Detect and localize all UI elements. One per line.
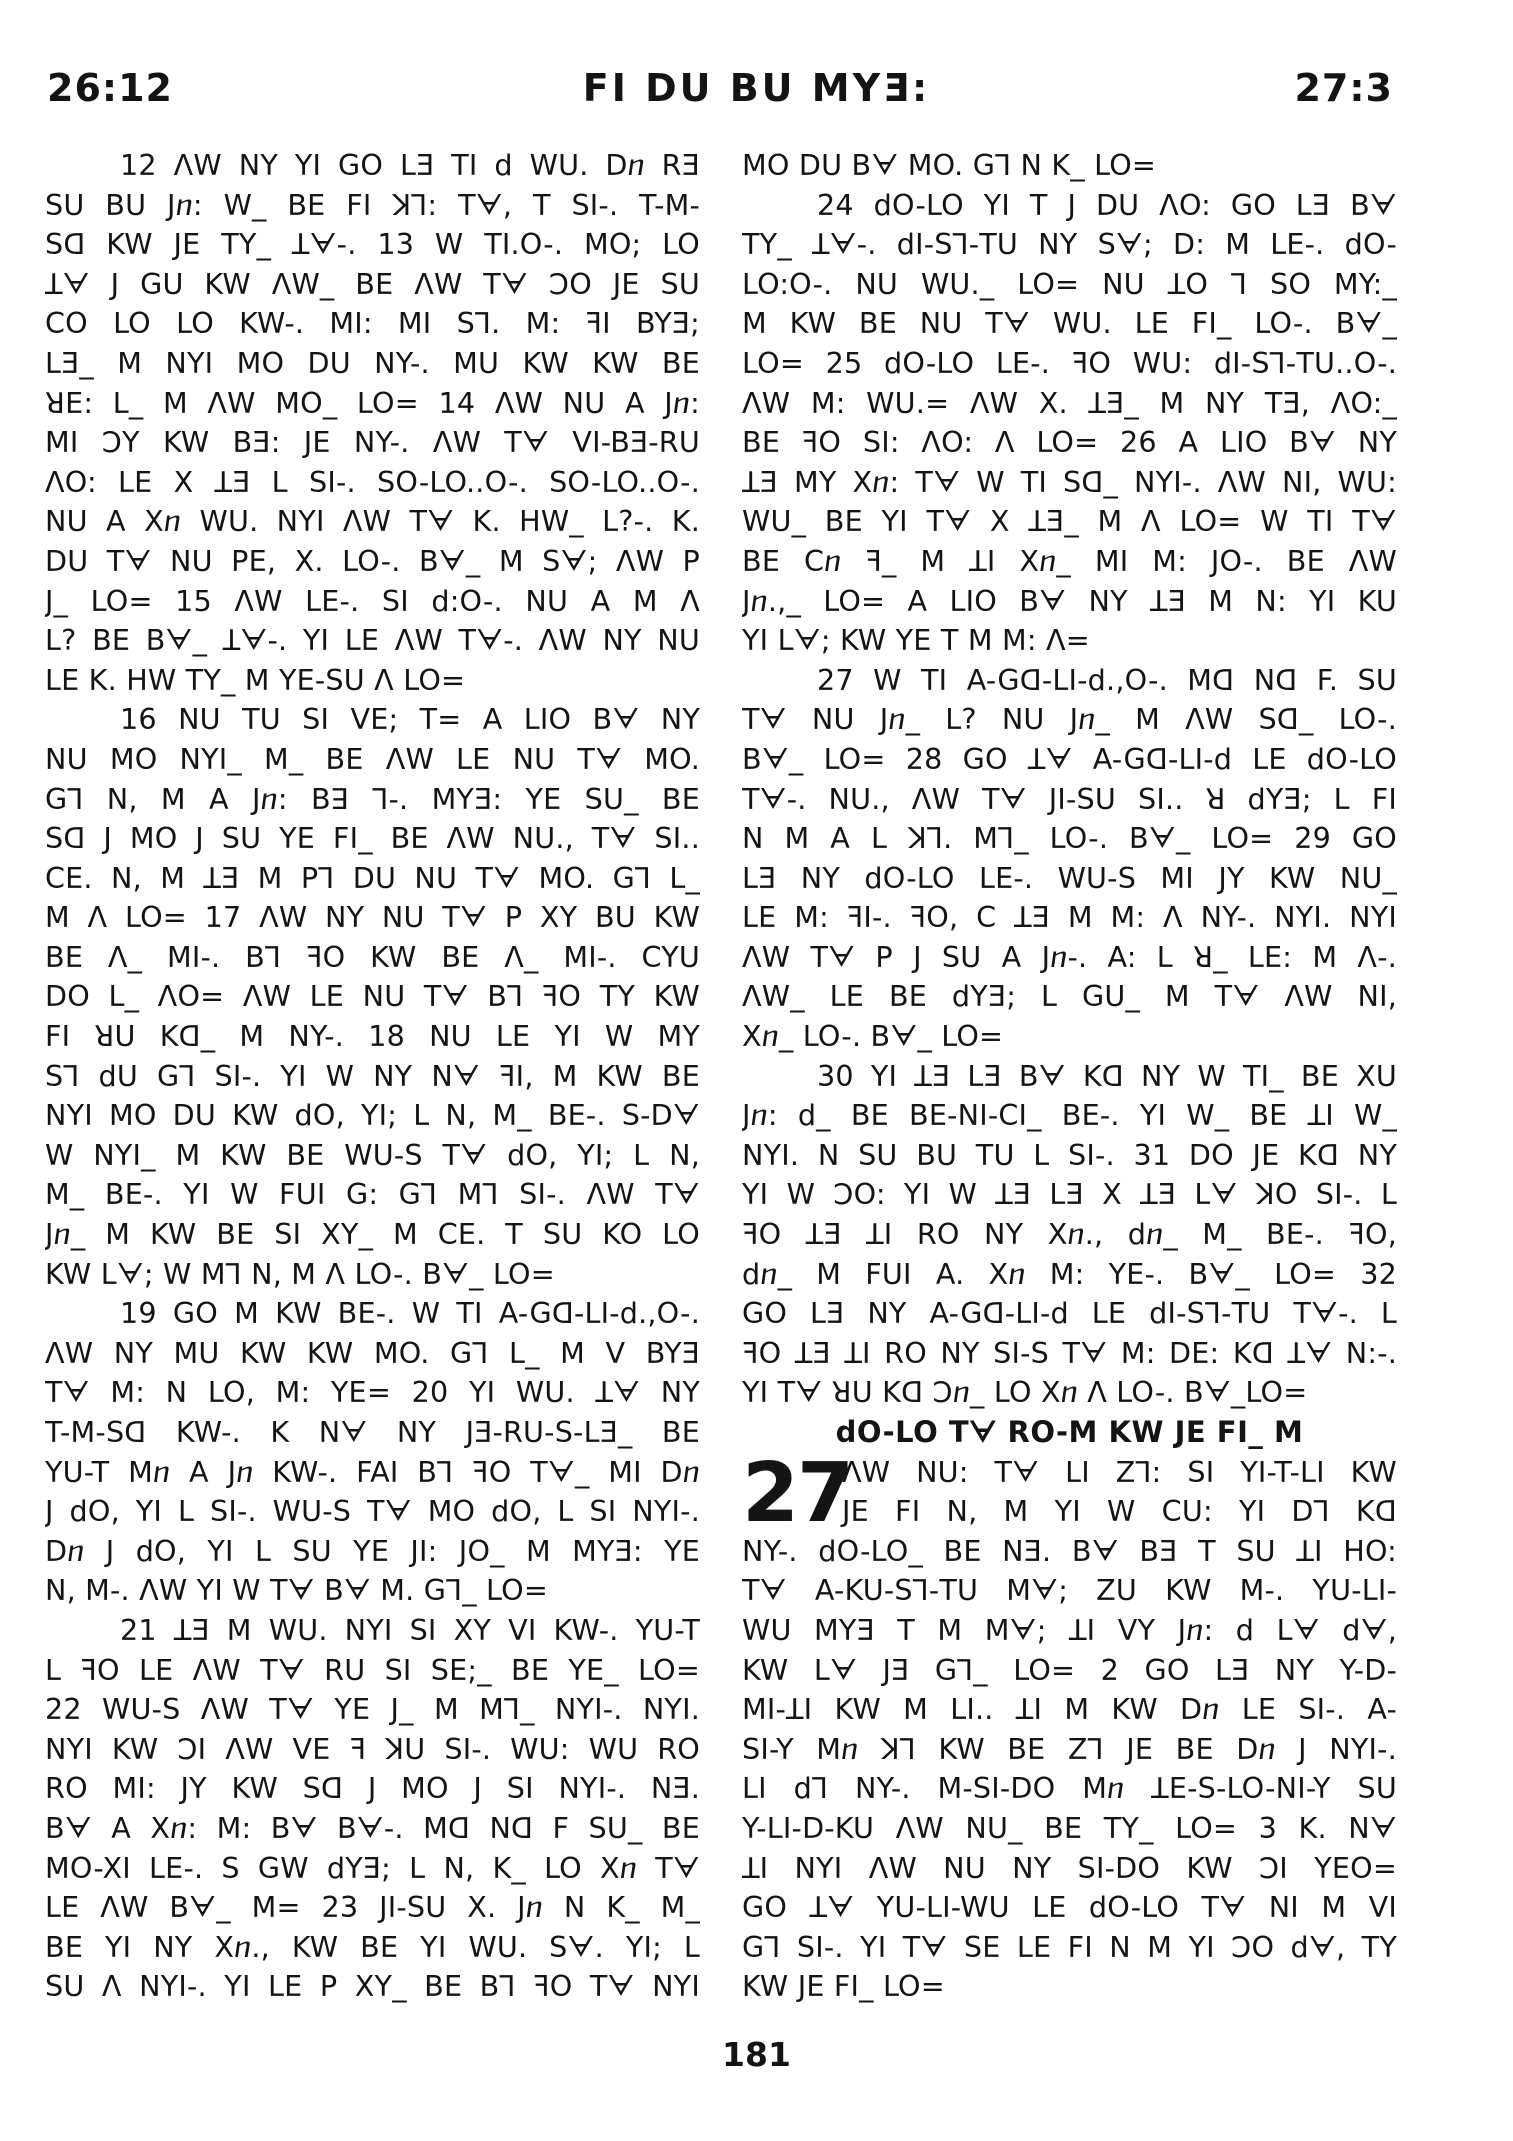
text-line: JE FI N, M YI W CU: YI Dꓶ Kꓷ	[842, 1494, 1397, 1529]
text-line: GO LƎ NY A-Gꓷ-LI-d LE dI-Sꓶ-TU Tᗄ-. L	[742, 1296, 1397, 1331]
text-line: NU MO NYI_ M_ BE ᐱW LE NU Tᗄ MO.	[45, 741, 700, 776]
text-line: KW Lᗄ JƎ Gꓶ_ LO= 2 GO LƎ NY Y-D-	[742, 1652, 1397, 1687]
text-line: N M A L ꓘꓶ. Mꓶ_ LO-. Bᗄ_ LO= 29 GO	[742, 821, 1397, 856]
text-line: MI-ꓕI KW M LI.. ꓕI M KW Dⴖ LE SI-. A-	[742, 1692, 1397, 1727]
text-line: LƎ NY dO-LO LE-. WU-S MI JY KW NU_	[742, 860, 1397, 895]
text-line: BE YI NY Xⴖ., KW BE YI WU. Sᗄ. YI; L	[45, 1929, 700, 1964]
text-line: Tᗄ A-KU-Sꓶ-TU Mᗄ; ZU KW M-. YU-LI-	[742, 1573, 1397, 1608]
running-header-title: FI DU BU MYƎ:	[582, 66, 931, 110]
text-line: KW JE FI_ LO=	[742, 1969, 945, 2004]
text-line: 12 ᐱW NY YI GO LƎ TI d WU. Dⴖ RƎ	[120, 148, 700, 182]
header-chapter-verse-right: 27:3	[1294, 66, 1393, 110]
text-line: J_ LO= 15 ᐱW LE-. SI d:O-. NU A M ᐱ	[45, 583, 700, 618]
text-line: Gꓶ SI-. YI Tᗄ SE LE FI N M YI ꓛO dᗄ, TY	[742, 1929, 1397, 1964]
text-line: ᐱW Tᗄ P J SU A Jⴖ-. A: L ꓤ_ LE: M ᐱ-.	[742, 939, 1397, 974]
text-line: DU Tᗄ NU PE, X. LO-. Bᗄ_ M Sᗄ; ᐱW P	[45, 543, 700, 578]
text-line: ꟻO ꓕƎ ꓕI RO NY Xⴖ., dⴖ_ M_ BE-. ꟻO,	[742, 1217, 1397, 1252]
text-line: ᐱW NY MU KW KW MO. Gꓶ L_ M V BYƎ	[45, 1335, 700, 1370]
text-line: SU BU Jⴖ: W_ BE FI ꓘꓶ: Tᗄ, T SI-. T-M-	[45, 187, 700, 222]
page-number: 181	[722, 2035, 791, 2074]
text-line: T-M-Sꓷ KW-. K Nᗄ NY JƎ-RU-S-LƎ_ BE	[45, 1415, 700, 1449]
text-line: LE M: ꟻI-. ꟻO, C ꓕƎ M M: ᐱ NY-. NYI. NYI	[742, 900, 1397, 935]
text-line: Xⴖ_ LO-. Bᗄ_ LO=	[742, 1019, 1004, 1054]
text-line: Dⴖ J dO, YI L SU YE JI: JO_ M MYƎ: YE	[45, 1533, 700, 1568]
text-line: YI W ꓛO: YI W ꓕƎ LƎ X ꓕƎ Lᗄ ꓘO SI-. L	[742, 1177, 1397, 1212]
text-line: ꓕƎ MY Xⴖ: Tᗄ W TI Sꓷ_ NYI-. ᐱW NI, WU:	[742, 464, 1397, 499]
text-line: Jⴖ.,_ LO= A LIO Bᗄ NY ꓕƎ M N: YI KU	[742, 583, 1397, 618]
text-line: WU_ BE YI Tᗄ X ꓕƎ_ M ᐱ LO= W TI Tᗄ	[742, 504, 1397, 539]
text-line: N, M-. ᐱW YI W Tᗄ Bᗄ M. Gꓶ_ LO=	[45, 1573, 548, 1608]
text-line: NYI MO DU KW dO, YI; L N, M_ BE-. S-Dᗄ	[45, 1098, 700, 1133]
text-line: 22 WU-S ᐱW Tᗄ YE J_ M Mꓶ_ NYI-. NYI.	[45, 1692, 700, 1727]
text-line: ᐱW_ LE BE dYƎ; L GU_ M Tᗄ ᐱW NI,	[742, 979, 1397, 1014]
text-line: 27 W TI A-Gꓷ-LI-d.,O-. Mꓷ Nꓷ F. SU	[817, 662, 1397, 697]
text-line: SU ᐱ NYI-. YI LE P XY_ BE Bꓶ ꟻO Tᗄ NYI	[45, 1969, 700, 2004]
section-heading: dO-LO Tᗄ RO-M KW JE FI_ M	[835, 1415, 1304, 1449]
text-line: Sꓷ J MO J SU YE FI_ BE ᐱW NU., Tᗄ SI..	[45, 821, 700, 856]
text-line: Sꓶ dU Gꓶ SI-. YI W NY Nᗄ ꟻI, M KW BE	[45, 1058, 700, 1093]
text-line: ꓕᗄ J GU KW ᐱW_ BE ᐱW Tᗄ ꓛO JE SU	[45, 266, 700, 301]
text-line: LE ᐱW Bᗄ_ M= 23 JI-SU X. Jⴖ N K_ M_	[45, 1890, 700, 1925]
text-line: BE ꟻO SI: ᐱO: ᐱ LO= 26 A LIO Bᗄ NY	[742, 425, 1397, 460]
text-line: ꟻO ꓕƎ ꓕI RO NY SI-S Tᗄ M: DE: Kꓷ ꓕᗄ N:-.	[742, 1335, 1397, 1370]
text-line: J dO, YI L SI-. WU-S Tᗄ MO dO, L SI NYI-.	[45, 1494, 700, 1529]
text-line: ꓕI NYI ᐱW NU NY SI-DO KW ꓛI YEO=	[742, 1850, 1397, 1885]
text-line: Jⴖ_ M KW BE SI XY_ M CE. T SU KO LO	[45, 1217, 700, 1252]
text-line: 24 dO-LO YI T J DU ᐱO: GO LƎ Bᗄ	[817, 187, 1397, 222]
text-line: Jⴖ: d_ BE BE-NI-CI_ BE-. YI W_ BE ꓕI W_	[742, 1098, 1397, 1133]
text-line: Bᗄ_ LO= 28 GO ꓕᗄ A-Gꓷ-LI-d LE dO-LO	[742, 741, 1397, 776]
text-line: W NYI_ M KW BE WU-S Tᗄ dO, YI; L N,	[45, 1137, 700, 1172]
text-line: CO LO LO KW-. MI: MI Sꓶ. M: ꟻI BYƎ;	[45, 306, 700, 341]
text-line: L ꟻO LE ᐱW Tᗄ RU SI SE;_ BE YE_ LO=	[45, 1652, 700, 1687]
text-line: NYI. N SU BU TU L SI-. 31 DO JE Kꓷ NY	[742, 1137, 1397, 1172]
header-chapter-verse-left: 26:12	[47, 66, 173, 110]
text-line: MO-XI LE-. S GW dYƎ; L N, K_ LO Xⴖ Tᗄ	[45, 1850, 700, 1885]
text-line: NY-. dO-LO_ BE NƎ. Bᗄ BƎ T SU ꓕI HO:	[742, 1533, 1397, 1568]
text-line: LI dꓶ NY-. M-SI-DO Mⴖ ꓕE-S-LO-NI-Y SU	[742, 1771, 1397, 1806]
text-line: 30 YI ꓕƎ LƎ Bᗄ Kꓷ NY W TI_ BE XU	[817, 1058, 1397, 1093]
text-line: GO ꓕᗄ YU-LI-WU LE dO-LO Tᗄ NI M VI	[742, 1890, 1397, 1925]
text-line: Sꓷ KW JE TY_ ꓕᗄ-. 13 W TI.O-. MO; LO	[45, 227, 700, 262]
text-line: ᐱO: LE X ꓕƎ L SI-. SO-LO..O-. SO-LO..O-.	[45, 464, 700, 499]
text-line: MO DU Bᗄ MO. Gꓶ N K_ LO=	[742, 148, 1157, 182]
text-line: LO:O-. NU WU._ LO= NU ꓕO ꓶ SO MY:_	[742, 266, 1397, 301]
text-line: M KW BE NU Tᗄ WU. LE FI_ LO-. Bᗄ_	[742, 306, 1397, 341]
text-line: M_ BE-. YI W FUI G: Gꓶ Mꓶ SI-. ᐱW Tᗄ	[45, 1177, 700, 1212]
text-line: LE K. HW TY_ M YE-SU ᐱ LO=	[45, 662, 466, 697]
text-line: Bᗄ A Xⴖ: M: Bᗄ Bᗄ-. Mꓷ Nꓷ F SU_ BE	[45, 1810, 700, 1845]
text-line: LO= 25 dO-LO LE-. ꟻO WU: dI-Sꓶ-TU..O-.	[742, 345, 1397, 380]
text-line: ᐱW M: WU.= ᐱW X. ꓕƎ_ M NY TƎ, ᐱO:_	[742, 385, 1397, 420]
text-line: BE ᐱ_ MI-. Bꓶ ꟻO KW BE ᐱ_ MI-. CYU	[45, 939, 700, 974]
text-line: DO L_ ᐱO= ᐱW LE NU Tᗄ Bꓶ ꟻO TY KW	[45, 979, 700, 1014]
text-line: Gꓶ N, M A Jⴖ: Bꓱ ꓶ-. MYƎ: YE SU_ BE	[45, 781, 700, 816]
text-line: dⴖ_ M FUI A. Xⴖ M: YE-. Bᗄ_ LO= 32	[742, 1256, 1397, 1291]
text-line: MI ꓛY KW BƎ: JE NY-. ᐱW Tᗄ VI-BƎ-RU	[45, 425, 700, 460]
text-line: 21 ꓕƎ M WU. NYI SI XY VI KW-. YU-T	[120, 1612, 700, 1647]
text-line: YU-T Mⴖ A Jⴖ KW-. FAI Bꓶ ꟻO Tᗄ_ MI Dⴖ	[45, 1454, 700, 1489]
text-line: TY_ ꓕᗄ-. dI-Sꓶ-TU NY Sᗄ; D: M LE-. dO-	[742, 227, 1397, 262]
text-line: M ᐱ LO= 17 ᐱW NY NU Tᗄ P XY BU KW	[45, 900, 700, 935]
text-line: SI-Y Mⴖ ꓘꓶ KW BE Zꓶ JE BE Dⴖ J NYI-.	[742, 1731, 1397, 1766]
text-line: ᐱW NU: Tᗄ LI Zꓶ: SI YI-T-LI KW	[842, 1454, 1397, 1489]
text-line: FI ꓤU Kꓷ_ M NY-. 18 NU LE YI W MY	[45, 1019, 700, 1054]
text-line: Y-LI-D-KU ᐱW NU_ BE TY_ LO= 3 K. Nᗄ	[742, 1810, 1397, 1845]
text-line: CE. N, M ꓕƎ M Pꓶ DU NU Tᗄ MO. Gꓶ L_	[45, 860, 700, 895]
text-line: Tᗄ-. NU., ᐱW Tᗄ JI-SU SI.. ꓤ dYƎ; L FI	[742, 781, 1397, 816]
chapter-number-dropcap: 27	[742, 1446, 853, 1541]
text-line: Tᗄ M: N LO, M: YE= 20 YI WU. ꓕᗄ NY	[45, 1375, 700, 1410]
text-line: ꓤE: L_ M ᐱW MO_ LO= 14 ᐱW NU A Jⴖ:	[45, 385, 700, 420]
text-line: NYI KW ꓛI ᐱW VE ꟻ ꓘU SI-. WU: WU RO	[45, 1731, 700, 1766]
text-line: KW Lᗄ; W Mꓶ N, M ᐱ LO-. Bᗄ_ LO=	[45, 1256, 555, 1291]
left-text-column	[45, 146, 700, 2007]
text-line: 16 NU TU SI VE; T= A LIO Bᗄ NY	[120, 702, 700, 737]
text-line: 19 GO M KW BE-. W TI A-Gꓷ-LI-d.,O-.	[120, 1296, 700, 1331]
text-line: LƎ_ M NYI MO DU NY-. MU KW KW BE	[45, 345, 700, 380]
text-line: YI Lᗄ; KW YE T M M: ᐱ=	[742, 623, 1090, 658]
text-line: YI Tᗄ ꓤU Kꓷ ꓛⴖ_ LO Xⴖ ᐱ LO-. Bᗄ_LO=	[742, 1375, 1308, 1410]
text-line: L? BE Bᗄ_ ꓕᗄ-. YI LE ᐱW Tᗄ-. ᐱW NY NU	[45, 623, 700, 658]
text-line: Tᗄ NU Jⴖ_ L? NU Jⴖ_ M ᐱW Sꓷ_ LO-.	[742, 702, 1397, 737]
text-line: NU A Xⴖ WU. NYI ᐱW Tᗄ K. HW_ L?-. K.	[45, 504, 700, 539]
right-text-column	[742, 146, 1397, 2007]
text-line: RO MI: JY KW Sꓷ J MO J SI NYI-. NƎ.	[45, 1771, 700, 1806]
text-line: WU MYƎ T M Mᗄ; ꓕI VY Jⴖ: d Lᗄ dᗄ,	[742, 1612, 1397, 1647]
text-line: BE Cⴖ ꟻ_ M ꓕI Xⴖ_ MI M: JO-. BE ᐱW	[742, 543, 1397, 578]
